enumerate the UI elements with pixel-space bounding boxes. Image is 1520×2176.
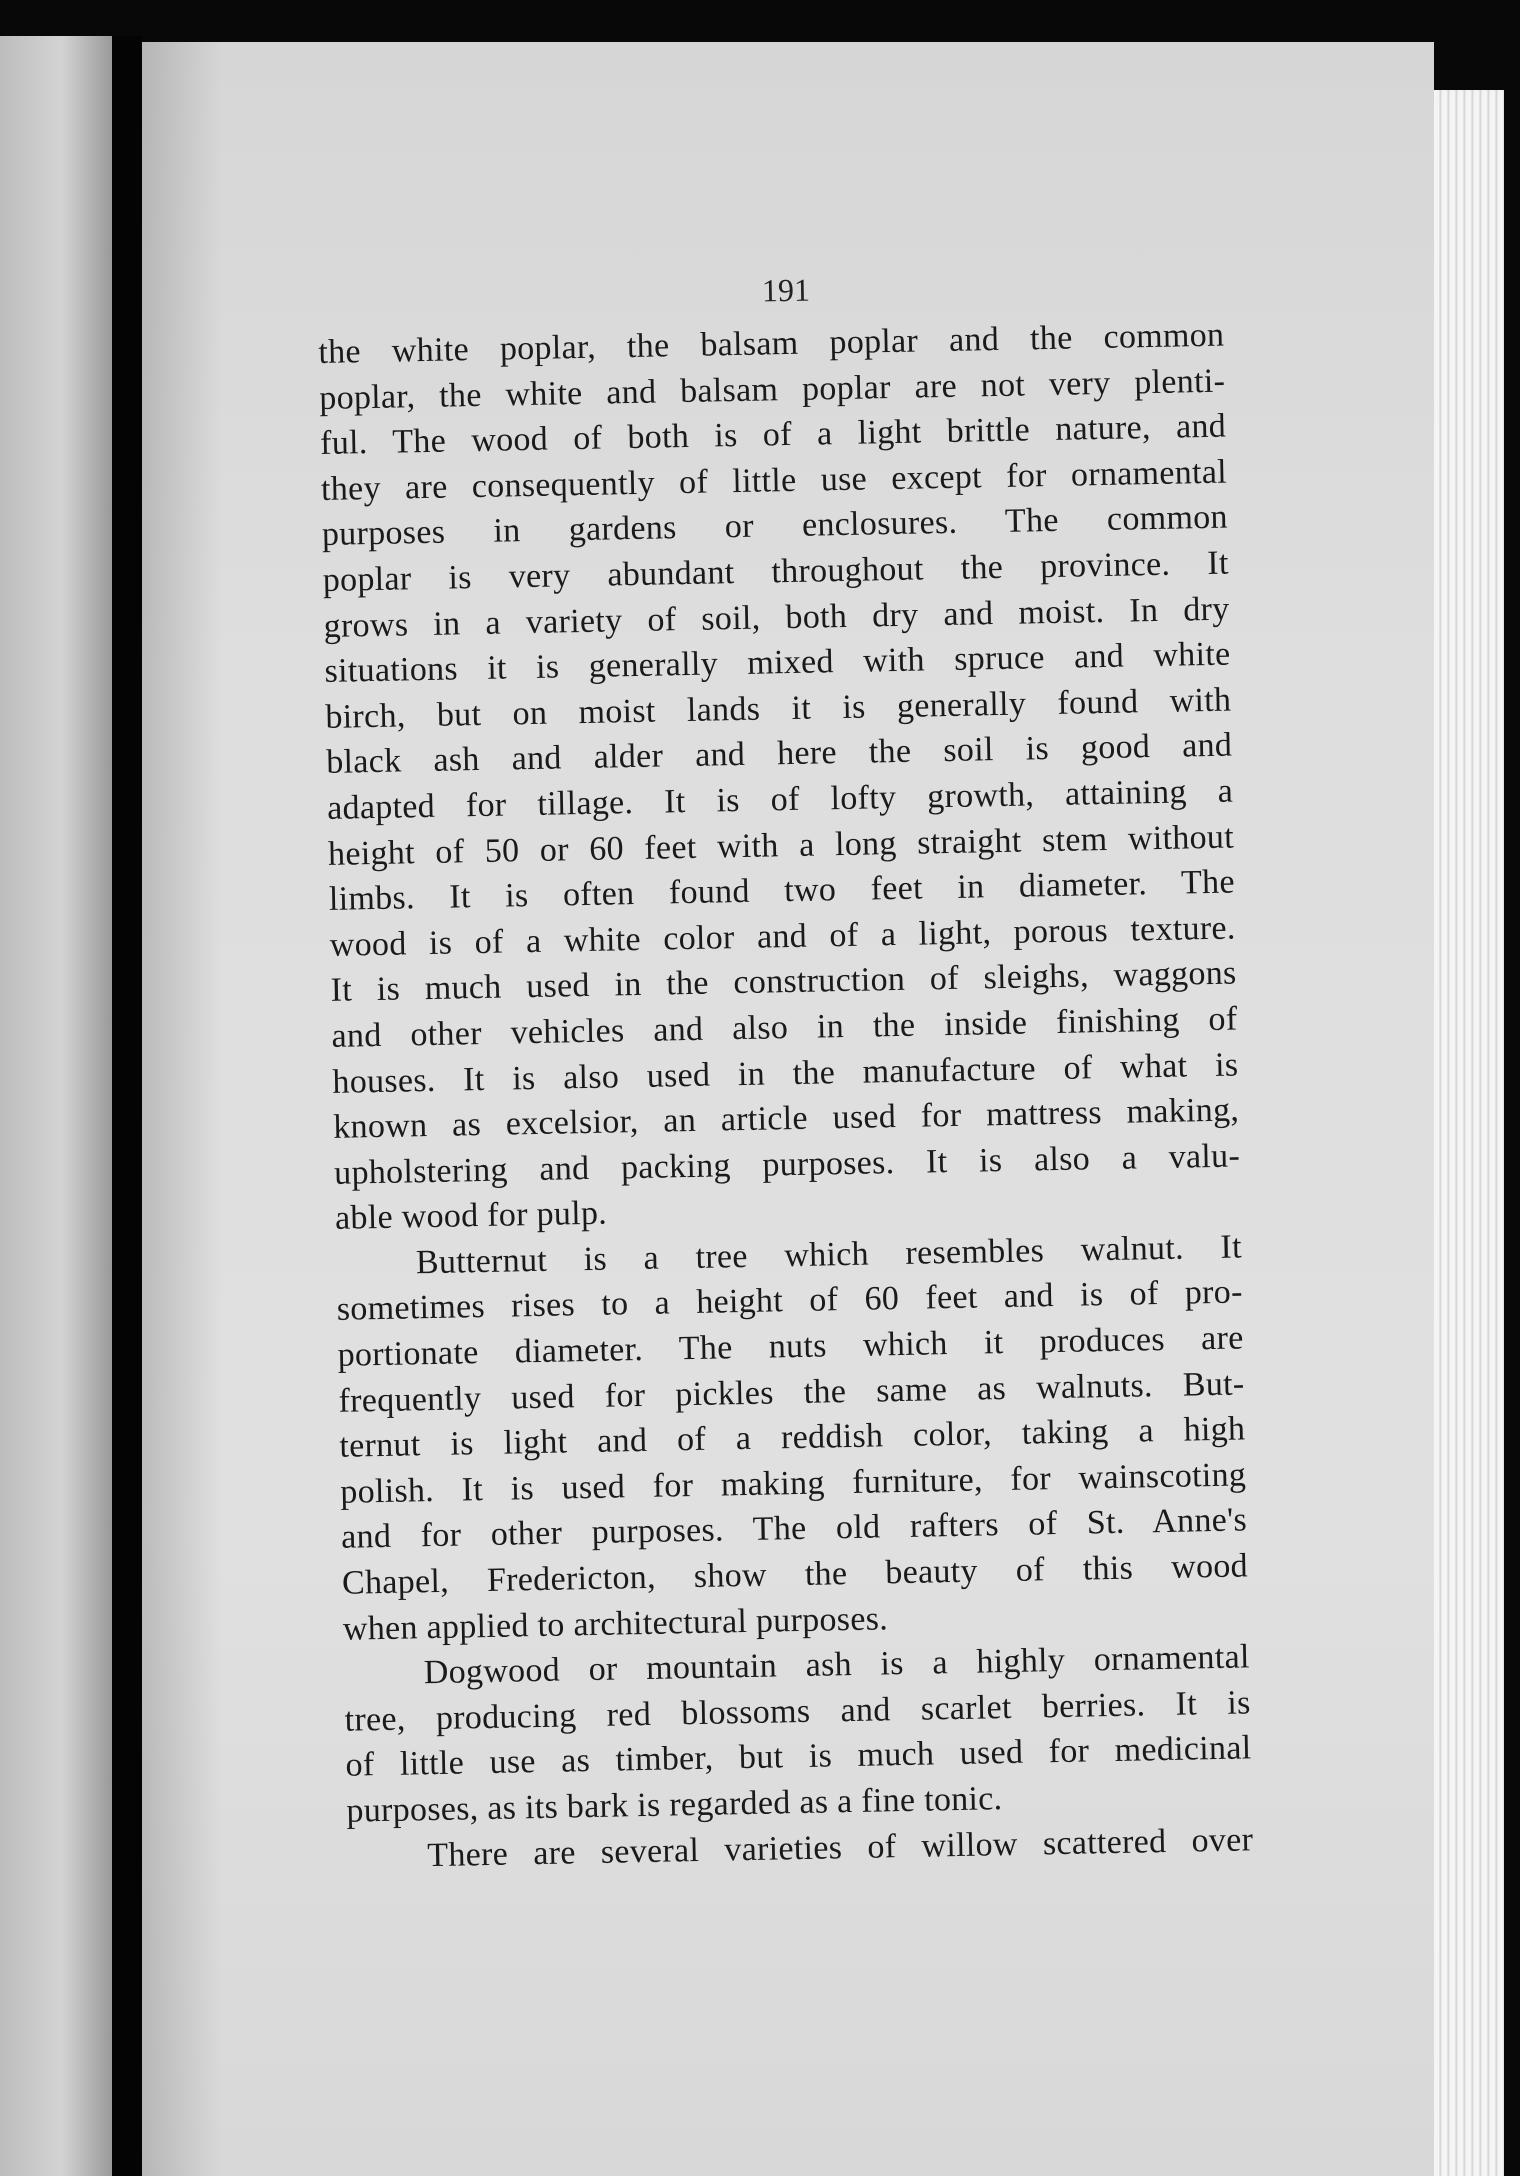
text-line: when applied to architectural purposes. [342,1599,889,1648]
text-line: portionate diameter. The nuts which it produces are [337,1319,1244,1374]
text-line: There are several varieties of willow scattered over [426,1820,1254,1874]
gutter-shadow [142,42,222,2176]
text-line: Dogwood or mountain ash is a highly ornamental [423,1638,1251,1692]
text-line: ful. The wood of both is of a light brittle nature, and [319,407,1227,463]
page-stack-edge [1434,90,1504,2176]
text-line: height of 50 or 60 feet with a long straight stem without [327,818,1235,873]
text-line: the white poplar, the balsam poplar and the common [318,316,1225,371]
paragraph [336,1224,1250,1652]
text-line: and for other purposes. The old rafters of St. Anne's [340,1501,1248,1557]
text-line: of little use as timber, but is much used for medicinal [345,1729,1252,1785]
body-text [318,313,1254,1880]
text-line: tree, producing red blossoms and scarlet berries. It is [344,1684,1251,1739]
text-line: houses. It is also used in the manufacture of what is [332,1045,1239,1101]
text-line: poplar is very abundant throughout the province. It [322,544,1229,599]
text-line: situations it is generally mixed with spruce and white [324,635,1231,691]
text-line: sometimes rises to a height of 60 feet and is of pro- [336,1273,1244,1329]
text-line: known as excelsior, an article used for mattress making, [332,1091,1240,1146]
paragraph [318,313,1241,1242]
paragraph [343,1635,1252,1835]
text-line: limbs. It is often found two feet in diameter. The [328,863,1236,919]
text-line: Butternut is a tree which resembles walnut. It [415,1228,1243,1282]
text-line: frequently used for pickles the same as walnuts. But- [338,1365,1245,1420]
text-line: birch, but on moist lands it is generally found with [325,681,1232,736]
text-line: adapted for tillage. It is of lofty growth, attaining a [326,772,1234,827]
text-line: poplar, the white and balsam poplar are not very plenti- [318,362,1226,417]
previous-page-edge [0,36,112,2176]
text-line: It is much used in the construction of sleighs, waggons [330,954,1237,1010]
book-gutter [112,36,142,2176]
text-line: grows in a variety of soil, both dry and moist. In dry [323,590,1230,645]
text-line: black ash and alder and here the soil is good and [325,726,1233,782]
text-line: polish. It is used for making furniture, for wainscoting [339,1456,1247,1511]
text-line: purposes, as its bark is regarded as a fine tonic. [346,1780,1003,1830]
text-line: wood is of a white color and of a light, porous texture. [329,909,1236,964]
text-line: purposes in gardens or enclosures. The common [321,498,1229,554]
text-line: ternut is light and of a reddish color, taking a high [339,1410,1246,1466]
text-line: they are consequently of little use except for ornamental [320,453,1228,508]
text-line: and other vehicles and also in the inside finishing of [331,1000,1238,1055]
page-number: 191 [761,271,811,309]
text-line: upholstering and packing purposes. It is also a valu- [333,1137,1241,1192]
text-line: Chapel, Fredericton, show the beauty of this wood [341,1547,1249,1602]
text-line: able wood for pulp. [334,1194,608,1238]
